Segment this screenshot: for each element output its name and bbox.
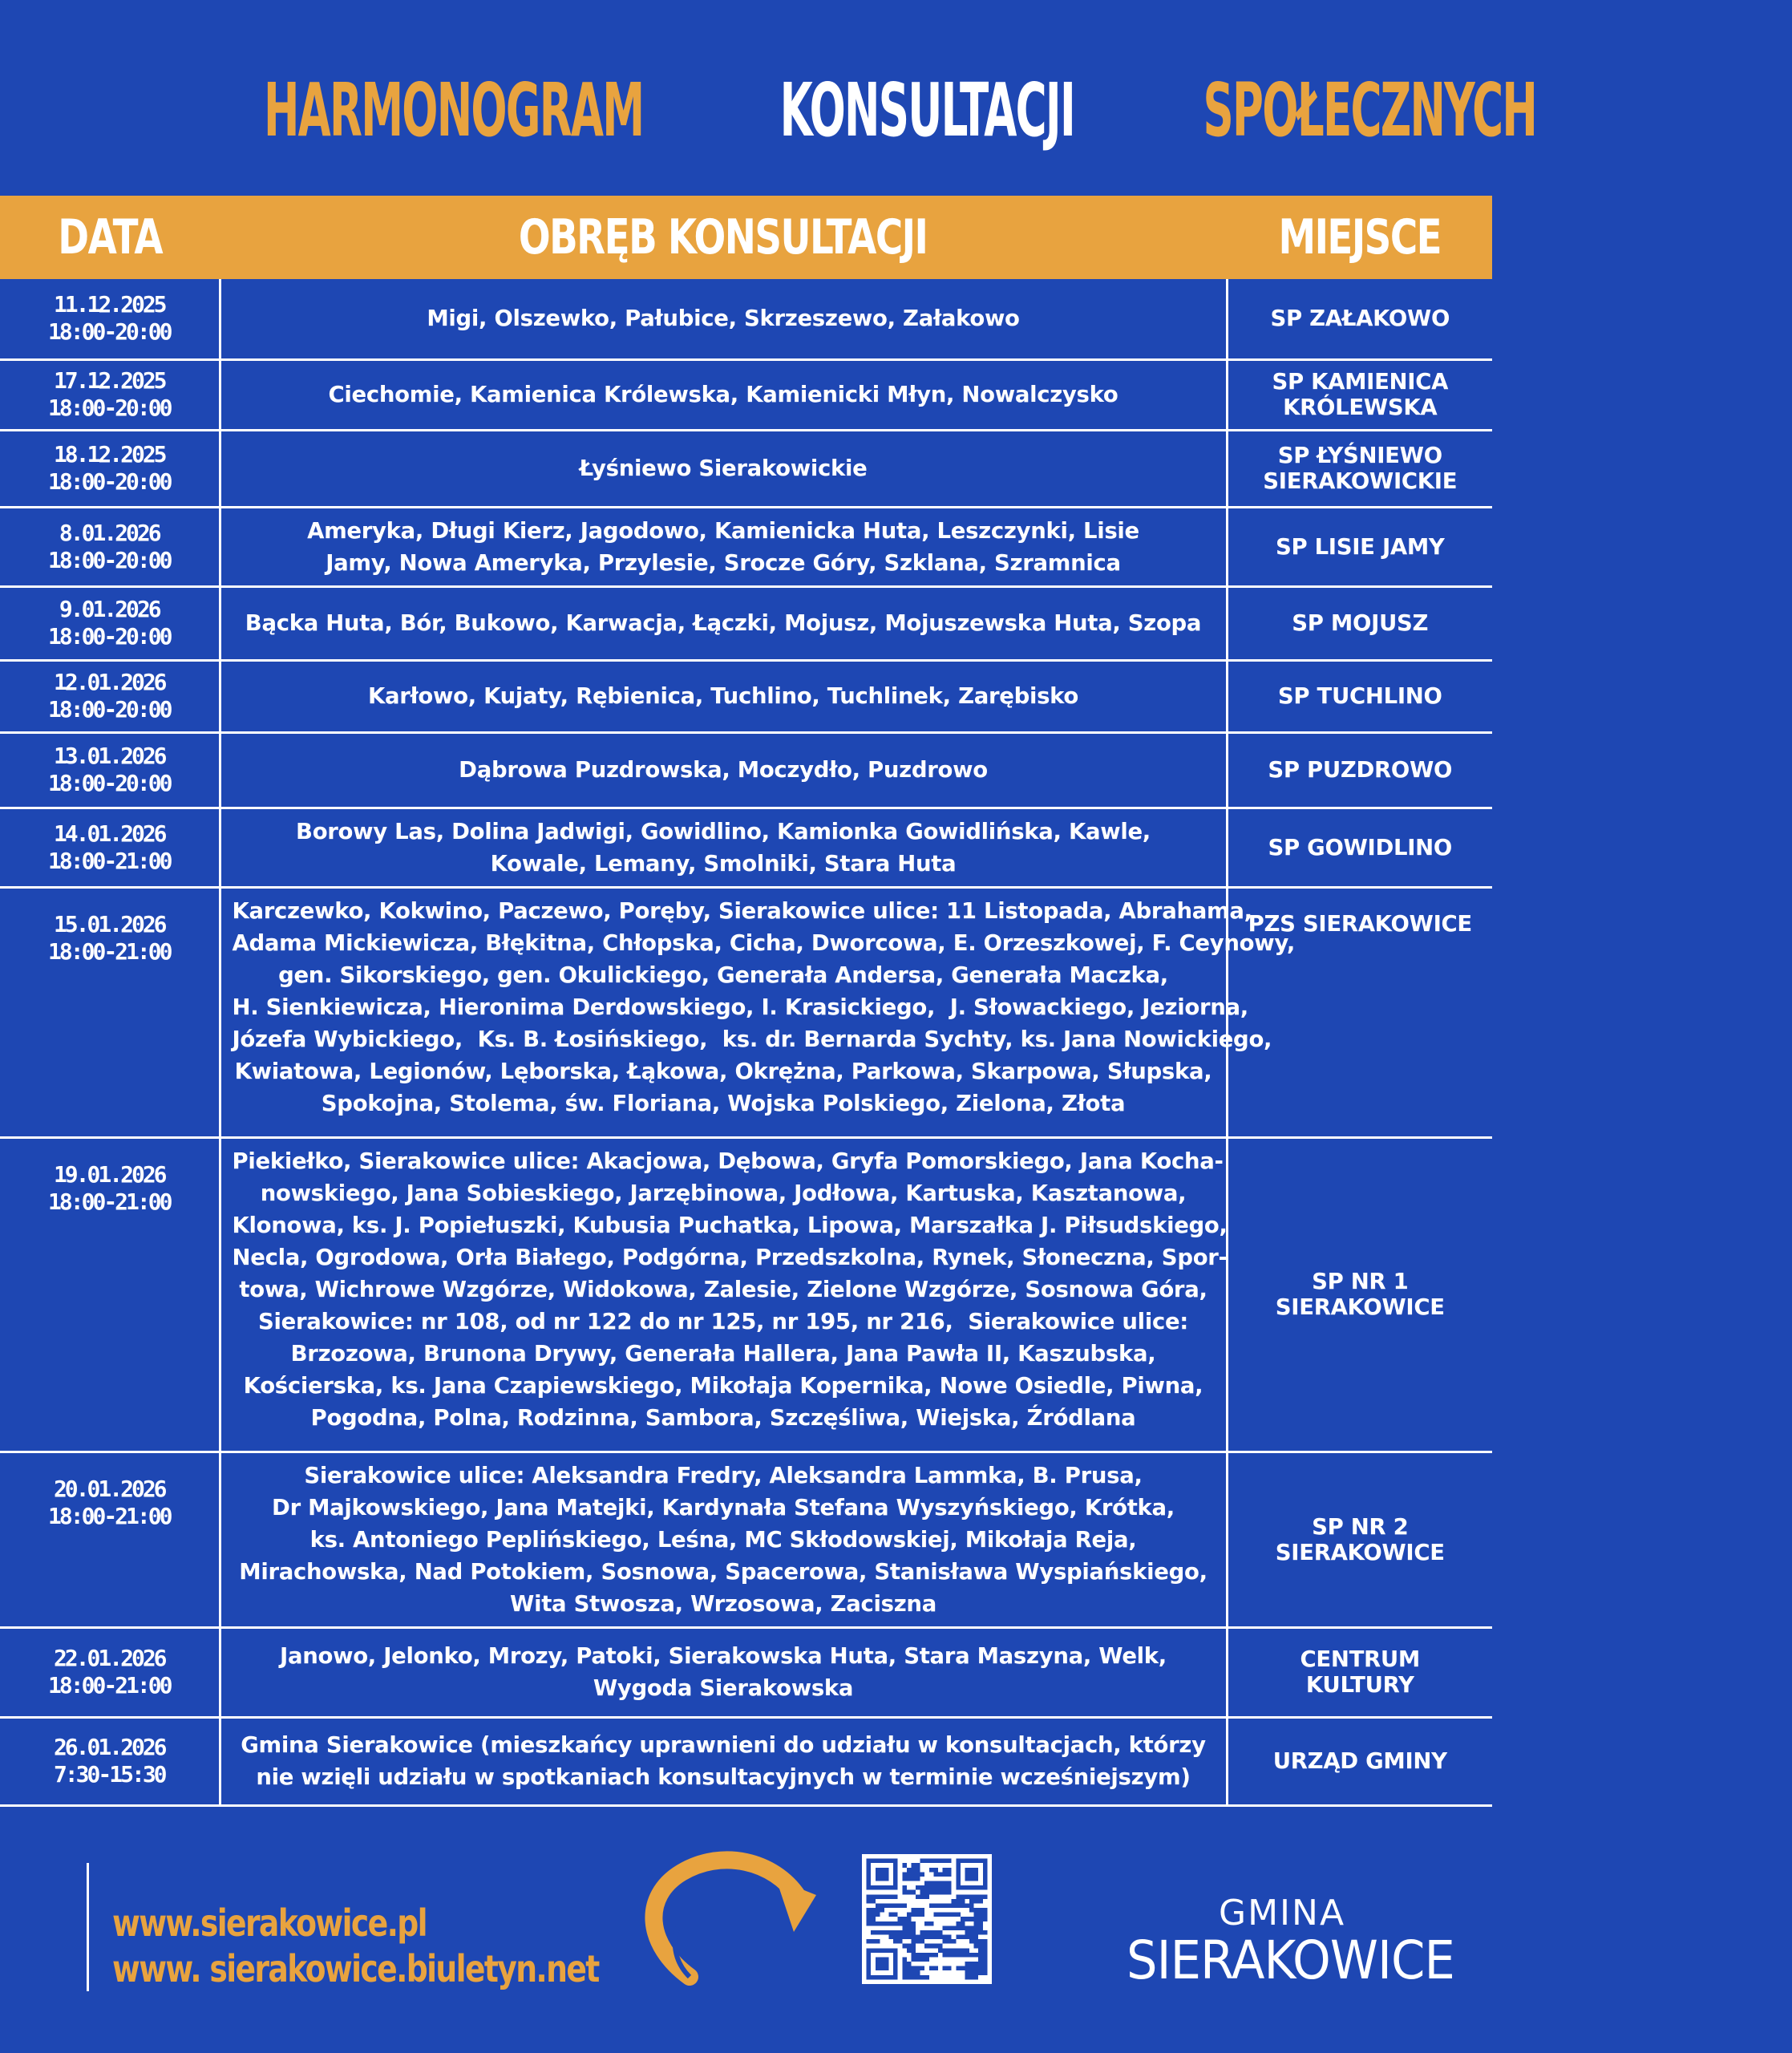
place-line: SP NR 2 xyxy=(1312,1513,1409,1540)
area-line: Ameryka, Długi Kierz, Jagodowo, Kamienicka Huta, Leszczynki, Lisie xyxy=(307,517,1139,544)
area-line: Dąbrowa Puzdrowska, Moczydło, Puzdrowo xyxy=(459,757,988,783)
time-text: 18:00-20:00 xyxy=(48,770,171,796)
cell-date xyxy=(0,808,220,887)
table-row xyxy=(0,1452,1492,1627)
cell-place xyxy=(1227,887,1492,1137)
cell-place xyxy=(1227,1627,1492,1717)
area-line: Wita Stwosza, Wrzosowa, Zaciszna xyxy=(510,1590,936,1617)
date-text: 17.12.2025 xyxy=(53,367,165,394)
area-line: Kowale, Lemany, Smolniki, Stara Huta xyxy=(490,850,957,877)
website-link-main[interactable]: www.sierakowice.pl xyxy=(112,1901,427,1945)
place-line: SP LISIE JAMY xyxy=(1275,533,1445,560)
area-line: Sierakowice ulice: Aleksandra Fredry, Aleksandra Lammka, B. Prusa, xyxy=(304,1462,1143,1488)
place-line: URZĄD GMINY xyxy=(1272,1748,1447,1774)
time-text: 18:00-20:00 xyxy=(48,318,171,346)
area-line: Kościerska, ks. Jana Czapiewskiego, Mikołaja Kopernika, Nowe Osiedle, Piwna, xyxy=(243,1372,1203,1399)
area-line: H. Sienkiewicza, Hieronima Derdowskiego, I. Krasickiego, J. Słowackiego, Jeziorna, xyxy=(232,994,1248,1020)
time-text: 18:00-21:00 xyxy=(48,937,171,965)
place-line: KULTURY xyxy=(1305,1672,1414,1698)
area-line: Jamy, Nowa Ameryka, Przylesie, Srocze Góry, Szklana, Szramnica xyxy=(326,549,1121,576)
cell-area xyxy=(220,1452,1227,1627)
time-text: 18:00-20:00 xyxy=(48,395,171,421)
cell-place xyxy=(1227,1137,1492,1452)
area-line: ks. Antoniego Peplińskiego, Leśna, MC Skłodowskiej, Mikołaja Reja, xyxy=(309,1526,1137,1553)
date-text: 19.01.2026 xyxy=(53,1160,165,1188)
table-row xyxy=(0,279,1492,359)
cell-area xyxy=(220,1627,1227,1717)
cell-date xyxy=(0,660,220,732)
cell-date xyxy=(0,1717,220,1805)
time-text: 18:00-20:00 xyxy=(48,468,171,495)
cell-area xyxy=(220,732,1227,808)
cell-date xyxy=(0,430,220,507)
area-line: Bącka Huta, Bór, Bukowo, Karwacja, Łączki, Mojusz, Mojuszewska Huta, Szopa xyxy=(245,610,1202,636)
place-line: KRÓLEWSKA xyxy=(1283,395,1438,420)
area-line: nie wzięli udziału w spotkaniach konsultacyjnych w terminie wcześniejszym) xyxy=(256,1764,1191,1790)
place-line: SP NR 1 xyxy=(1312,1269,1409,1294)
title-part-3: SPOŁECZNYCH xyxy=(1203,67,1536,153)
website-links xyxy=(112,1901,599,1992)
date-text: 14.01.2026 xyxy=(53,820,165,847)
area-line: Janowo, Jelonko, Mrozy, Patoki, Sierakowska Huta, Stara Maszyna, Welk, xyxy=(280,1643,1167,1669)
table-row xyxy=(0,1717,1492,1805)
title-part-2: KONSULTACJI xyxy=(779,67,1075,153)
cell-place xyxy=(1227,359,1492,430)
area-line: Łyśniewo Sierakowickie xyxy=(579,456,868,481)
cell-area xyxy=(220,887,1295,1137)
date-text: 18.12.2025 xyxy=(53,441,165,468)
cell-date xyxy=(0,1137,220,1452)
area-line: Migi, Olszewko, Pałubice, Skrzeszewo, Załakowo xyxy=(427,306,1020,332)
table-row xyxy=(0,507,1492,586)
cell-place xyxy=(1227,1717,1492,1805)
area-line: Brzozowa, Brunona Drywy, Generała Hallera, Jana Pawła II, Kaszubska, xyxy=(290,1340,1156,1367)
header-date: DATA xyxy=(0,196,220,279)
time-text: 18:00-21:00 xyxy=(48,1188,171,1215)
date-text: 26.01.2026 xyxy=(53,1734,165,1760)
place-line: SIERAKOWICE xyxy=(1275,1294,1445,1320)
time-text: 18:00-21:00 xyxy=(48,847,171,874)
area-line: towa, Wichrowe Wzgórze, Widokowa, Zalesie, Zielone Wzgórze, Sosnowa Góra, xyxy=(239,1276,1207,1302)
table-row xyxy=(0,808,1492,887)
cell-place xyxy=(1227,808,1492,887)
area-line: Adama Mickiewicza, Błękitna, Chłopska, Cicha, Dworcowa, E. Orzeszkowej, F. Ceynowy, xyxy=(232,929,1295,956)
area-line: Gmina Sierakowice (mieszkańcy uprawnieni do udziału w konsultacjach, którzy xyxy=(241,1732,1206,1758)
area-line: gen. Sikorskiego, gen. Okulickiego, Generała Andersa, Generała Maczka, xyxy=(278,962,1168,988)
area-line: Kwiatowa, Legionów, Lęborska, Łąkowa, Okrężna, Parkowa, Skarpowa, Słupska, xyxy=(234,1058,1212,1084)
time-text: 18:00-20:00 xyxy=(48,623,171,650)
cell-date xyxy=(0,1627,220,1717)
curved-arrow-icon xyxy=(633,1849,818,1985)
time-text: 18:00-20:00 xyxy=(48,696,171,723)
place-line: SP ZAŁAKOWO xyxy=(1270,306,1450,332)
cell-place xyxy=(1227,279,1492,359)
place-line: PZS SIERAKOWICE xyxy=(1248,910,1472,937)
cell-area xyxy=(220,1137,1227,1452)
area-line: Dr Majkowskiego, Jana Matejki, Kardynała Stefana Wyszyńskiego, Krótka, xyxy=(272,1494,1175,1521)
cell-place xyxy=(1227,586,1492,660)
logo-gmina-label: GMINA xyxy=(1219,1893,1346,1934)
logo-sierakowice: SIERAKOWICE xyxy=(1127,1929,1454,1991)
cell-date xyxy=(0,507,220,586)
place-line: SP MOJUSZ xyxy=(1292,610,1429,636)
table-header xyxy=(0,196,1492,279)
cell-place xyxy=(1227,1452,1492,1627)
area-line: Wygoda Sierakowska xyxy=(593,1675,854,1701)
area-line: Mirachowska, Nad Potokiem, Sosnowa, Spacerowa, Stanisława Wyspiańskiego, xyxy=(239,1558,1207,1585)
place-line: SP ŁYŚNIEWO xyxy=(1277,443,1442,468)
table-row xyxy=(0,887,1492,1137)
cell-place xyxy=(1227,732,1492,808)
time-text: 18:00-20:00 xyxy=(48,546,171,573)
place-line: SP KAMIENICA xyxy=(1272,369,1449,395)
title-part-1: HARMONOGRAM xyxy=(263,67,644,153)
area-line: Pogodna, Polna, Rodzinna, Sambora, Szczęśliwa, Wiejska, Źródlana xyxy=(310,1404,1136,1431)
date-text: 13.01.2026 xyxy=(53,743,165,769)
cell-date xyxy=(0,279,220,359)
area-line: Karczewko, Kokwino, Paczewo, Poręby, Sierakowice ulice: 11 Listopada, Abrahama, xyxy=(232,897,1252,924)
cell-area xyxy=(220,279,1227,359)
header-place: MIEJSCE xyxy=(1227,196,1492,279)
area-line: Necla, Ogrodowa, Orła Białego, Podgórna, Przedszkolna, Rynek, Słoneczna, Spor- xyxy=(232,1244,1228,1270)
place-line: SIERAKOWICE xyxy=(1275,1539,1445,1565)
time-text: 18:00-21:00 xyxy=(48,1502,171,1529)
table-row xyxy=(0,1627,1492,1717)
cell-area xyxy=(220,660,1227,732)
time-text: 18:00-21:00 xyxy=(48,1672,171,1699)
table-row xyxy=(0,586,1492,660)
place-line: CENTRUM xyxy=(1300,1646,1420,1672)
cell-area xyxy=(220,586,1227,660)
table-row xyxy=(0,1137,1492,1452)
area-line: Ciechomie, Kamienica Królewska, Kamienicki Młyn, Nowalczysko xyxy=(328,382,1118,407)
place-line: SP TUCHLINO xyxy=(1277,683,1442,709)
table-row xyxy=(0,732,1492,808)
cell-date xyxy=(0,586,220,660)
qr-code-icon[interactable] xyxy=(862,1854,992,1984)
cell-area xyxy=(220,808,1227,887)
cell-place xyxy=(1227,660,1492,732)
cell-date xyxy=(0,732,220,808)
cell-date xyxy=(0,887,220,1137)
cell-area xyxy=(220,430,1227,507)
date-text: 11.12.2025 xyxy=(53,291,165,318)
date-text: 20.01.2026 xyxy=(53,1475,165,1502)
cell-place xyxy=(1227,430,1492,507)
area-line: Klonowa, ks. J. Popiełuszki, Kubusia Puchatka, Lipowa, Marszałka J. Piłsudskiego, xyxy=(232,1212,1228,1238)
place-line: SP GOWIDLINO xyxy=(1268,834,1452,860)
cell-area xyxy=(220,507,1227,586)
footer-divider xyxy=(87,1863,89,1991)
date-text: 15.01.2026 xyxy=(53,910,165,937)
date-text: 22.01.2026 xyxy=(53,1645,165,1671)
date-text: 12.01.2026 xyxy=(53,669,165,695)
table-body xyxy=(0,279,1492,1805)
place-line: SIERAKOWICKIE xyxy=(1263,468,1458,494)
website-link-bip[interactable]: www. sierakowice.biuletyn.net xyxy=(112,1947,599,1990)
cell-date xyxy=(0,359,220,430)
page-title xyxy=(0,63,1536,159)
place-line: SP PUZDROWO xyxy=(1268,757,1453,783)
time-text: 7:30-15:30 xyxy=(53,1761,165,1788)
schedule-table xyxy=(0,196,1492,1807)
table-row xyxy=(0,660,1492,732)
area-line: Piekiełko, Sierakowice ulice: Akacjowa, Dębowa, Gryfa Pomorskiego, Jana Kocha- xyxy=(232,1148,1224,1174)
area-line: Józefa Wybickiego, Ks. B. Łosińskiego, ks. dr. Bernarda Sychty, ks. Jana Nowickiego, xyxy=(232,1026,1272,1052)
area-line: Borowy Las, Dolina Jadwigi, Gowidlino, Kamionka Gowidlińska, Kawle, xyxy=(296,818,1151,844)
table-row xyxy=(0,430,1492,507)
table-row xyxy=(0,359,1492,430)
cell-area xyxy=(220,1717,1227,1805)
header-area: OBRĘB KONSULTACJI xyxy=(220,196,1227,279)
area-line: Karłowo, Kujaty, Rębienica, Tuchlino, Tuchlinek, Zarębisko xyxy=(367,683,1079,709)
date-text: 9.01.2026 xyxy=(59,596,160,622)
cell-date xyxy=(0,1452,220,1627)
date-text: 8.01.2026 xyxy=(59,519,160,546)
cell-area xyxy=(220,359,1227,430)
area-line: nowskiego, Jana Sobieskiego, Jarzębinowa, Jodłowa, Kartuska, Kasztanowa, xyxy=(260,1180,1187,1206)
cell-place xyxy=(1227,507,1492,586)
area-line: Sierakowice: nr 108, od nr 122 do nr 125, nr 195, nr 216, Sierakowice ulice: xyxy=(257,1308,1188,1334)
area-line: Spokojna, Stolema, św. Floriana, Wojska Polskiego, Zielona, Złota xyxy=(321,1090,1126,1116)
